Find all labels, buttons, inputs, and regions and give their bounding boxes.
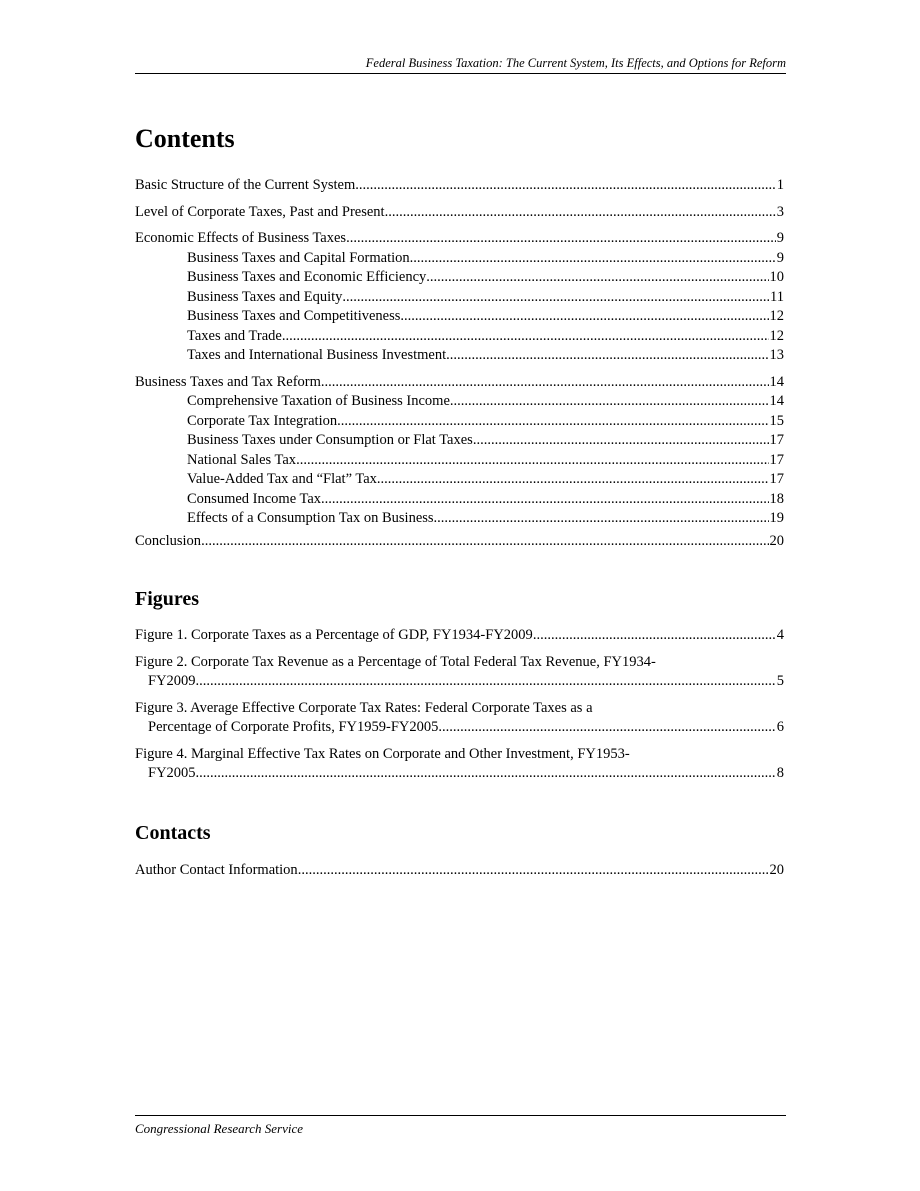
figure-entry-page: 8 <box>776 765 784 781</box>
dot-leader <box>346 229 776 249</box>
figure-entry-4[interactable] <box>135 745 784 784</box>
toc-entry-label: Conclusion <box>135 532 202 549</box>
toc-entry-page: 1 <box>776 177 784 193</box>
toc-entry-label: Taxes and International Business Investment <box>187 347 447 363</box>
toc-entry-label: Economic Effects of Business Taxes <box>135 230 347 246</box>
dot-leader <box>282 327 769 347</box>
dot-leader <box>410 249 776 269</box>
figure-entry-label: Figure 4. Marginal Effective Tax Rates on Corporate and Other Investment, FY1953- <box>135 745 630 762</box>
toc-entry-page: 12 <box>769 308 784 324</box>
running-footer <box>135 1115 786 1137</box>
toc-entry-label: Business Taxes and Competitiveness <box>187 308 401 324</box>
toc-entry-page: 14 <box>769 393 784 409</box>
toc-entry-label: Business Taxes under Consumption or Flat Taxes <box>187 432 473 448</box>
toc-entry-label: Corporate Tax Integration <box>187 412 338 429</box>
toc-entry-international-investment[interactable] <box>135 346 784 366</box>
dot-leader <box>201 532 768 552</box>
toc-entry-page: 9 <box>776 249 784 266</box>
toc-entry-comprehensive-taxation[interactable] <box>135 392 784 412</box>
figure-entry-label: Figure 2. Corporate Tax Revenue as a Percentage of Total Federal Tax Revenue, FY1934- <box>135 653 656 670</box>
figure-entry-1[interactable] <box>135 626 784 646</box>
toc-entry-page: 18 <box>769 490 784 507</box>
figure-entry-page: 4 <box>776 627 784 643</box>
toc-entry-label: Business Taxes and Equity <box>187 288 343 305</box>
toc-entry-conclusion[interactable] <box>135 532 784 552</box>
toc-entry-economic-effects[interactable] <box>135 229 784 249</box>
toc-entry-capital-formation[interactable] <box>135 249 784 269</box>
dot-leader <box>446 346 768 366</box>
toc-entry-page: 17 <box>769 471 784 487</box>
dot-leader <box>533 626 776 646</box>
dot-leader <box>298 861 769 881</box>
toc-entry-label: Business Taxes and Economic Efficiency <box>187 269 427 285</box>
dot-leader <box>434 509 769 529</box>
toc-entry-label: Business Taxes and Tax Reform <box>135 373 321 390</box>
figure-entry-2[interactable] <box>135 653 784 692</box>
dot-leader <box>355 176 775 196</box>
toc-entry-value-added-tax[interactable] <box>135 470 784 490</box>
contact-entry-page: 20 <box>769 862 784 878</box>
toc-entry-page: 12 <box>769 327 784 344</box>
figure-entry-3[interactable] <box>135 699 784 738</box>
dot-leader <box>321 373 769 393</box>
dot-leader <box>196 672 776 692</box>
toc-entry-consumption-tax-effects[interactable] <box>135 509 784 529</box>
dot-leader <box>400 307 768 327</box>
toc-entry-label: Value-Added Tax and “Flat” Tax <box>187 471 377 487</box>
toc-entry-label: Basic Structure of the Current System <box>135 177 356 193</box>
toc-entry-label: Taxes and Trade <box>187 327 282 344</box>
contacts-list <box>135 861 784 881</box>
contents-list <box>135 176 784 551</box>
dot-leader <box>377 470 769 490</box>
dot-leader <box>337 412 768 432</box>
running-header-title: Federal Business Taxation: The Current System, Its Effects, and Options for Reform <box>365 56 786 70</box>
toc-entry-competitiveness[interactable] <box>135 307 784 327</box>
dot-leader <box>342 288 769 308</box>
figure-entry-label-continued: FY2009 <box>148 673 196 689</box>
dot-leader <box>426 268 768 288</box>
toc-entry-label: Level of Corporate Taxes, Past and Present <box>135 203 385 220</box>
toc-entry-label: Consumed Income Tax <box>187 490 322 507</box>
toc-entry-level-of-corporate-taxes[interactable] <box>135 203 784 223</box>
toc-entry-page: 11 <box>770 288 784 305</box>
toc-entry-consumed-income-tax[interactable] <box>135 490 784 510</box>
dot-leader <box>196 764 776 784</box>
toc-entry-tax-reform[interactable] <box>135 373 784 393</box>
toc-entry-taxes-and-trade[interactable] <box>135 327 784 347</box>
figure-entry-page: 5 <box>776 673 784 689</box>
figures-heading: Figures <box>135 588 200 610</box>
toc-entry-page: 17 <box>769 432 784 448</box>
dot-leader <box>385 203 776 223</box>
contact-entry-author-info[interactable] <box>135 861 784 881</box>
toc-entry-page: 13 <box>769 347 784 363</box>
figure-entry-label-continued: FY2005 <box>148 765 196 781</box>
dot-leader <box>438 718 775 738</box>
figure-entry-label: Figure 3. Average Effective Corporate Tax Rates: Federal Corporate Taxes as a <box>135 699 593 716</box>
figure-entry-label-continued: Percentage of Corporate Profits, FY1959-FY2005 <box>148 719 439 735</box>
toc-entry-equity[interactable] <box>135 288 784 308</box>
dot-leader <box>473 431 769 451</box>
toc-entry-page: 14 <box>769 373 784 390</box>
toc-entry-page: 19 <box>769 510 784 526</box>
toc-entry-page: 9 <box>776 230 784 246</box>
toc-entry-label: National Sales Tax <box>187 451 297 468</box>
toc-entry-national-sales-tax[interactable] <box>135 451 784 471</box>
dot-leader <box>321 490 768 510</box>
toc-entry-economic-efficiency[interactable] <box>135 268 784 288</box>
toc-entry-page: 20 <box>769 532 784 549</box>
toc-entry-label: Effects of a Consumption Tax on Business <box>187 510 434 526</box>
running-header <box>135 55 786 74</box>
toc-entry-page: 10 <box>769 269 784 285</box>
contents-heading: Contents <box>135 124 235 153</box>
toc-entry-page: 15 <box>769 412 784 429</box>
figure-entry-page: 6 <box>776 719 784 735</box>
figure-entry-label: Figure 1. Corporate Taxes as a Percentage of GDP, FY1934-FY2009 <box>135 627 533 643</box>
toc-entry-label: Business Taxes and Capital Formation <box>187 249 410 266</box>
dot-leader <box>450 392 769 412</box>
toc-entry-corporate-tax-integration[interactable] <box>135 412 784 432</box>
footer-publisher: Congressional Research Service <box>135 1121 303 1136</box>
contact-entry-label: Author Contact Information <box>135 862 298 878</box>
toc-entry-label: Comprehensive Taxation of Business Income <box>187 393 450 409</box>
figures-list <box>135 626 784 784</box>
dot-leader <box>296 451 768 471</box>
contacts-heading: Contacts <box>135 822 211 844</box>
toc-entry-page: 3 <box>776 203 784 220</box>
toc-entry-consumption-or-flat-taxes[interactable] <box>135 431 784 451</box>
toc-entry-basic-structure[interactable] <box>135 176 784 196</box>
toc-entry-page: 17 <box>769 451 784 468</box>
